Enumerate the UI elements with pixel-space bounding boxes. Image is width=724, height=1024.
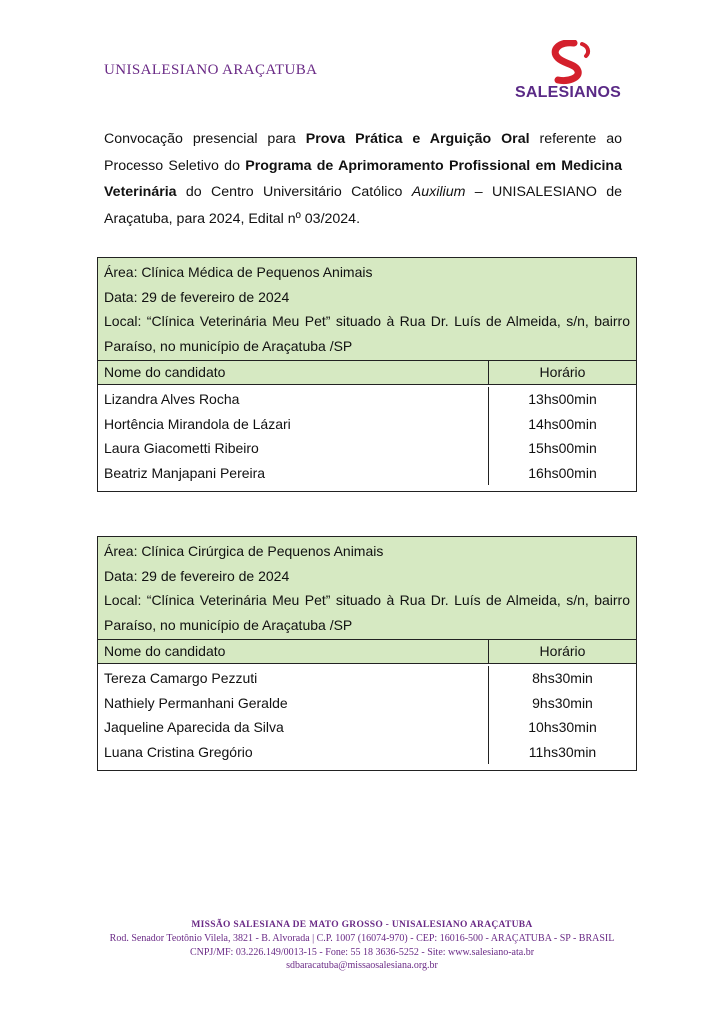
candidate-rows [98, 385, 636, 491]
table-row [98, 740, 636, 765]
footer-contact: CNPJ/MF: 03.226.149/0013-15 - Fone: 55 18 3636-5252 - Site: www.salesiano-ata.br [189, 946, 535, 958]
column-headers [98, 640, 636, 664]
column-time: Horário [539, 364, 586, 380]
auxilium-word: Auxilium [411, 184, 466, 200]
candidate-time: 8hs30min [532, 670, 593, 686]
candidate-time: 9hs30min [532, 694, 593, 711]
table-row [98, 461, 636, 486]
table-row [98, 436, 636, 461]
table-row [98, 715, 636, 740]
column-headers [98, 361, 636, 385]
candidate-time: 14hs00min [528, 415, 597, 432]
area-table-clinica-cirurgica [97, 536, 637, 771]
candidate-time: 11hs30min [528, 743, 597, 760]
candidate-time: 16hs00min [528, 464, 597, 481]
area-date: Data: 29 de fevereiro de 2024 [104, 567, 290, 584]
candidate-rows [98, 664, 636, 770]
area-location: Local: “Clínica Veterinária Meu Pet” situado à Rua Dr. Luís de Almeida, s/n, bairro Paraíso, no município de Araçatuba /SP [104, 592, 630, 633]
convocation-paragraph: Convocação presencial para Prova Prática e Arguição Oral referente ao Processo Seletivo do Programa de Aprimoramento Profissional em Medicina Veterinária do Centro Universitário Católico Auxilium – UNISALESIANO de Araçatuba, para 2024, Edital nº 03/2024. [104, 131, 623, 227]
area-table-clinica-medica [97, 257, 637, 492]
column-candidate-name: Nome do candidato [98, 640, 489, 663]
program-name: Programa de Aprimoramento Profissional em Medicina Veterinária [104, 157, 622, 200]
table-row [98, 666, 636, 691]
column-candidate-name: Nome do candidato [98, 361, 489, 384]
footer-email: sdbaracatuba@missaosalesiana.org.br [286, 960, 438, 971]
salesianos-emblem-icon [512, 40, 624, 86]
area-title: Área: Clínica Cirúrgica de Pequenos Animais [104, 543, 384, 559]
candidate-time: 10hs30min [528, 719, 597, 735]
candidate-name: Tereza Camargo Pezzuti [98, 666, 489, 691]
institution-name: UNISALESIANO ARAÇATUBA [104, 62, 318, 78]
candidate-time: 13hs00min [528, 391, 597, 407]
candidate-name: Beatriz Manjapani Pereira [98, 461, 489, 486]
area-header [98, 258, 636, 361]
area-title: Área: Clínica Médica de Pequenos Animais [104, 264, 373, 280]
candidate-name: Jaqueline Aparecida da Silva [98, 715, 489, 740]
column-time: Horário [539, 643, 586, 659]
table-row [98, 691, 636, 716]
exam-type: Prova Prática e Arguição Oral [305, 131, 530, 147]
footer-address: Rod. Senador Teotônio Vilela, 3821 - B. Alvorada | C.P. 1007 (16074-970) - CEP: 16016-500 - ARAÇATUBA - SP - BRASIL [109, 933, 615, 944]
page-footer [0, 918, 724, 973]
table-row [98, 387, 636, 412]
area-header [98, 537, 636, 640]
candidate-name: Laura Giacometti Ribeiro [98, 436, 489, 461]
area-location: Local: “Clínica Veterinária Meu Pet” situado à Rua Dr. Luís de Almeida, s/n, bairro Paraíso, no município de Araçatuba /SP [104, 313, 630, 354]
candidate-name: Lizandra Alves Rocha [98, 387, 489, 412]
candidate-name: Nathiely Permanhani Geralde [98, 691, 489, 716]
candidate-name: Luana Cristina Gregório [98, 740, 489, 765]
logo-wordmark: SALESIANOS [514, 84, 621, 101]
table-row [98, 412, 636, 437]
area-date: Data: 29 de fevereiro de 2024 [104, 288, 290, 305]
candidate-time: 15hs00min [528, 440, 597, 456]
salesianos-logo [512, 40, 624, 106]
candidate-name: Hortência Mirandola de Lázari [98, 412, 489, 437]
footer-organization: MISSÃO SALESIANA DE MATO GROSSO - UNISALESIANO ARAÇATUBA [191, 920, 533, 930]
